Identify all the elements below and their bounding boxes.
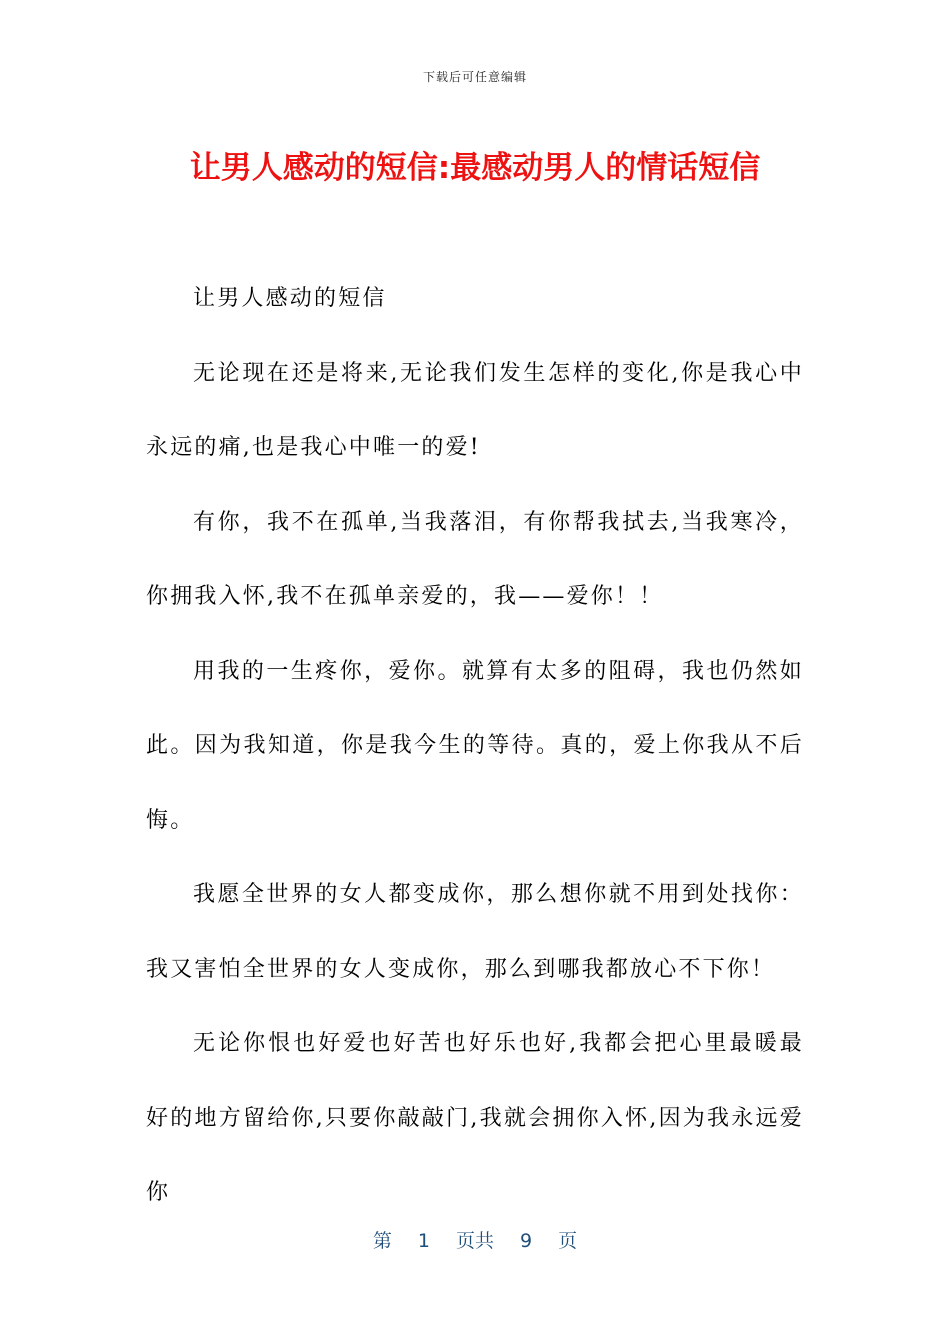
paragraph: 无论你恨也好爱也好苦也好乐也好,我都会把心里最暖最好的地方留给你,只要你敲敲门,我就会拥你入怀,因为我永远爱你 (146, 1031, 804, 1205)
current-page-number: 1 (417, 1230, 430, 1252)
total-page-count: 9 (520, 1230, 533, 1252)
document-title: 让男人感动的短信:最感动男人的情话短信 (189, 150, 761, 186)
paragraph: 有你，我不在孤单,当我落泪，有你帮我拭去,当我寒冷，你拥我入怀,我不在孤单亲爱的，我——爱你！！ (146, 509, 804, 609)
footer-prefix: 第 (372, 1230, 392, 1252)
paragraph: 我愿全世界的女人都变成你，那么想你就不用到处找你：我又害怕全世界的女人变成你，那么到哪我都放心不下你！ (146, 882, 804, 982)
paragraph-subtitle: 让男人感动的短信 (193, 286, 387, 311)
paragraph: 无论现在还是将来,无论我们发生怎样的变化,你是我心中永远的痛,也是我心中唯一的爱! (146, 360, 804, 460)
document-body (146, 262, 804, 1231)
header-note: 下载后可任意编辑 (422, 70, 527, 84)
page-footer (0, 1226, 950, 1253)
footer-middle: 页共 (455, 1230, 494, 1252)
paragraph: 用我的一生疼你，爱你。就算有太多的阻碍，我也仍然如此。因为我知道，你是我今生的等待。真的，爱上你我从不后悔。 (146, 658, 804, 833)
footer-suffix: 页 (558, 1230, 578, 1252)
